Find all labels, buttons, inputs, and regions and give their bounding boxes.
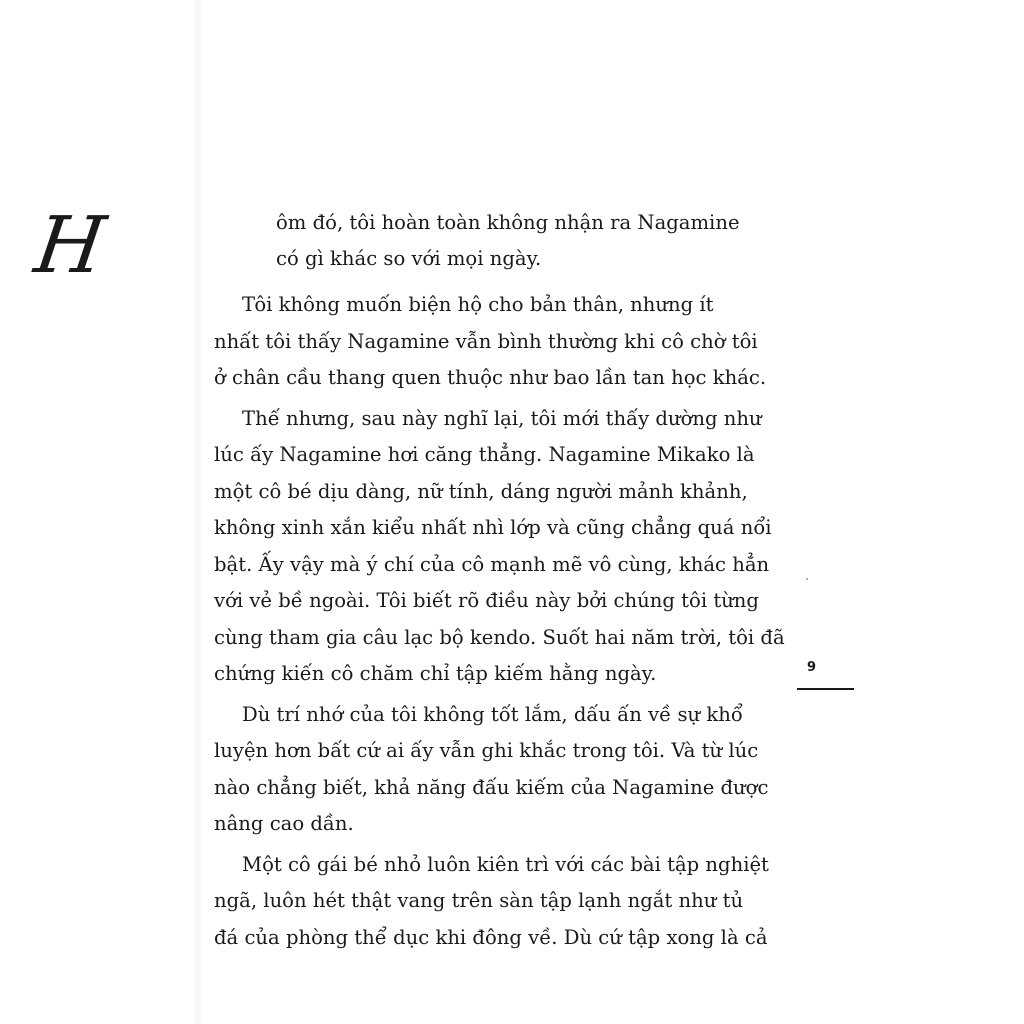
page-number: 9 [807,660,817,675]
paragraph-2 [214,287,774,397]
text-line: ở chân cầu thang quen thuộc như bao lần tan học khác. [214,366,767,389]
text-line: lúc ấy Nagamine hơi căng thẳng. Nagamine Mikako là [214,443,755,466]
paragraph-5 [214,847,774,957]
text-line: cùng tham gia câu lạc bộ kendo. Suốt hai năm trời, tôi đã [214,625,785,649]
text-line: luyện hơn bất cứ ai ấy vẫn ghi khắc trong tôi. Và từ lúc [214,739,759,762]
text-line: nâng cao dần. [214,812,354,835]
paragraph-3 [214,401,785,693]
page-gutter-shadow [193,0,203,1024]
text-line: đá của phòng thể dục khi đông về. Dù cứ tập xong là cả [214,925,768,949]
text-line: nhất tôi thấy Nagamine vẫn bình thường khi cô chờ tôi [214,329,758,353]
paragraph-1 [214,205,774,283]
text-line: Dù trí nhớ của tôi không tốt lắm, dấu ấn về sự khổ [242,702,743,726]
text-line: chứng kiến cô chăm chỉ tập kiếm hằng ngày. [214,662,657,685]
drop-cap: H [29,201,111,291]
text-line: nào chẳng biết, khả năng đấu kiếm của Nagamine được [214,775,769,799]
body-text [214,205,785,956]
text-line: bật. Ấy vậy mà ý chí của cô mạnh mẽ vô cùng, khác hẳn [214,552,770,576]
page-number-rule [797,688,854,690]
paragraph-4 [214,697,774,843]
text-line: với vẻ bề ngoài. Tôi biết rõ điều này bởi chúng tôi từng [214,589,759,612]
text-line: Thế nhưng, sau này nghĩ lại, tôi mới thấy dường như [242,406,762,430]
text-line: ngã, luôn hét thật vang trên sàn tập lạnh ngắt như tủ [214,889,744,912]
text-line: có gì khác so với mọi ngày. [276,247,542,270]
text-line: không xinh xắn kiểu nhất nhì lớp và cũng chẳng quá nổi [214,516,772,539]
scan-speck [806,578,808,580]
text-line: một cô bé dịu dàng, nữ tính, dáng người mảnh khảnh, [214,479,748,503]
text-line: ôm đó, tôi hoàn toàn không nhận ra Nagamine [276,211,740,234]
text-line: Tôi không muốn biện hộ cho bản thân, nhưng ít [242,293,714,316]
text-line: Một cô gái bé nhỏ luôn kiên trì với các bài tập nghiệt [242,852,769,876]
